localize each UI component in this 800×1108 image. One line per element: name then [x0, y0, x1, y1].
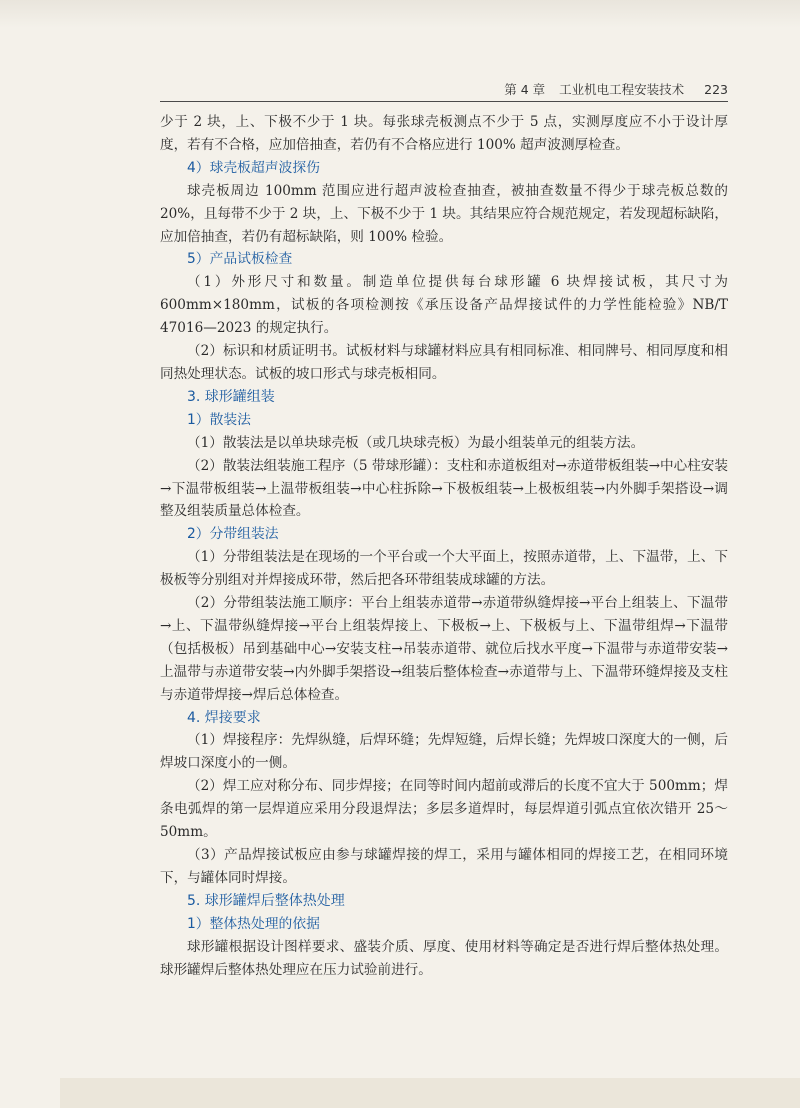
page-bottom-band: [60, 1078, 800, 1108]
paragraph: （1）外形尺寸和数量。制造单位提供每台球形罐 6 块焊接试板，其尺寸为 600mm×180mm，试板的各项检测按《承压设备产品焊接试件的力学性能检验》NB/T 47016—2023 的规定执行。: [160, 274, 728, 337]
paragraph: （2）分带组装法施工顺序：平台上组装赤道带→赤道带纵缝焊接→平台上组装上、下温带→上、下温带纵缝焊接→平台上组装焊接上、下极板→上、下极板与上、下温带组焊→下温带（包括极板）吊到基础中心→安装支柱→吊装赤道带、就位后找水平度→下温带与赤道带安装→上温带与赤道带安装→内外脚手架搭设→组装后整体检查→赤道带与上、下温带环缝焊接及支柱与赤道带焊接→焊后总体检查。: [160, 595, 728, 703]
paragraph: 球壳板周边 100mm 范围应进行超声波检查抽查，被抽查数量不得少于球壳板总数的 20%，且每带不少于 2 块，上、下极不少于 1 块。其结果应符合规范规定，若发现超标缺陷，应加倍抽查，若仍有超标缺陷，则 100% 检验。: [160, 182, 728, 245]
paragraph: （1）分带组装法是在现场的一个平台或一个大平面上，按照赤道带，上、下温带，上、下极板等分别组对并焊接成环带，然后把各环带组装成球罐的方法。: [160, 549, 728, 589]
paragraph: 少于 2 块，上、下极不少于 1 块。每张球壳板测点不少于 5 点，实测厚度应不小于设计厚度，若有不合格，应加倍抽查，若仍有不合格应进行 100% 超声波测厚检查。: [160, 114, 728, 153]
paragraph: （2）标识和材质证明书。试板材料与球罐材料应具有相同标准、相同牌号、相同厚度和相同热处理状态。试板的坡口形式与球壳板相同。: [160, 343, 728, 382]
subsection-heading: 4）球壳板超声波探伤: [187, 159, 320, 176]
paragraph: （1）焊接程序：先焊纵缝，后焊环缝；先焊短缝，后焊长缝；先焊坡口深度大的一侧，后焊坡口深度小的一侧。: [160, 732, 728, 772]
subsection-heading: 1）整体热处理的依据: [187, 915, 320, 932]
page-body: [160, 111, 728, 981]
chapter-label: 第 4 章: [504, 82, 546, 97]
chapter-title: 工业机电工程安装技术: [559, 82, 685, 97]
subsection-heading: 1）散装法: [187, 411, 251, 428]
subsection-heading: 2）分带组装法: [187, 526, 279, 543]
section-heading: 4. 焊接要求: [187, 709, 261, 726]
section-heading: 5. 球形罐焊后整体热处理: [187, 892, 345, 909]
page-top-shade: [0, 0, 800, 28]
paragraph: （1）散装法是以单块球壳板（或几块球壳板）为最小组装单元的组装方法。: [187, 434, 645, 451]
header-rule: [160, 101, 728, 102]
running-header: [160, 80, 728, 98]
paragraph: （2）焊工应对称分布、同步焊接；在同等时间内超前或滞后的长度不宜大于 500mm；焊条电弧焊的第一层焊道应采用分段退焊法；多层多道焊时，每层焊道引弧点宜依次错开 25～50mm。: [160, 778, 728, 841]
paragraph: （3）产品焊接试板应由参与球罐焊接的焊工，采用与罐体相同的焊接工艺，在相同环境下，与罐体同时焊接。: [160, 847, 728, 886]
section-heading: 3. 球形罐组装: [187, 388, 275, 405]
subsection-heading: 5）产品试板检查: [187, 251, 293, 268]
paragraph: 球形罐根据设计图样要求、盛装介质、厚度、使用材料等确定是否进行焊后整体热处理。球形罐焊后整体热处理应在压力试验前进行。: [160, 938, 728, 978]
page-number: 223: [704, 82, 728, 97]
paragraph: （2）散装法组装施工程序（5 带球形罐）：支柱和赤道板组对→赤道带板组装→中心柱安装→下温带板组装→上温带板组装→中心柱拆除→下极板组装→上极板组装→内外脚手架搭设→调整及组装质量总体检查。: [160, 457, 728, 520]
